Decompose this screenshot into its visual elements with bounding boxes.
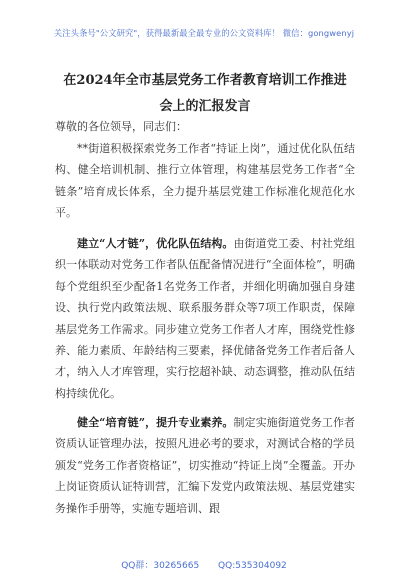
qq-group: QQ群：30265665	[121, 561, 200, 571]
greeting: 尊敬的各位领导，同志们：	[55, 120, 187, 133]
section-body: 由街道党工委、村社党组织一体联动对党务工作者队伍配备情况进行“全面体检”，明确每个党组织至少配备1名党务工作者，并细化明确加强自身建设、执行党内政策法规、联系服务群众等7项工作职责，保障基层党务工作需求。同步建立党务工作者人才库，围绕党性修养、能力素质、年龄结构三要素，择优储备党务工作者后备人才，纳入人才库管理，实行挖超补缺、动态调整，推动队伍结构持续优化。	[55, 237, 356, 400]
section-talent-chain	[55, 233, 355, 404]
section-training-chain	[55, 412, 355, 519]
section-heading: 健全“培育链”，提升专业素养。	[77, 416, 234, 429]
document-title: 在2024年全市基层党务工作者教育培训工作推进会上的汇报发言	[63, 73, 347, 114]
qq-contact: QQ:535304092	[218, 561, 287, 571]
intro-paragraph	[55, 138, 355, 224]
promo-banner: 关注头条号"公文研究"，获得最新最全最专业的公文资料库！ 微信：gongwenyj	[53, 28, 355, 38]
contact-footer	[0, 558, 408, 571]
section-body: 制定实施街道党务工作者资质认证管理办法，按照凡进必考的要求，对测试合格的学员颁发“党务工作者资格证”，切实推动“持证上岗”全覆盖。开办上岗证资质认证特训营，汇编下发党内政策法规、基层党建实务操作手册等，实施专题培训、跟	[55, 416, 356, 515]
section-heading: 建立“人才链”，优化队伍结构。	[77, 237, 234, 250]
intro-text: **街道积极探索党务工作者“持证上岗”，通过优化队伍结构、健全培训机制、推行立体管理，构建基层党务工作者“全链条”培育成长体系，全力提升基层党建工作标准化规范化水平。	[55, 142, 355, 220]
